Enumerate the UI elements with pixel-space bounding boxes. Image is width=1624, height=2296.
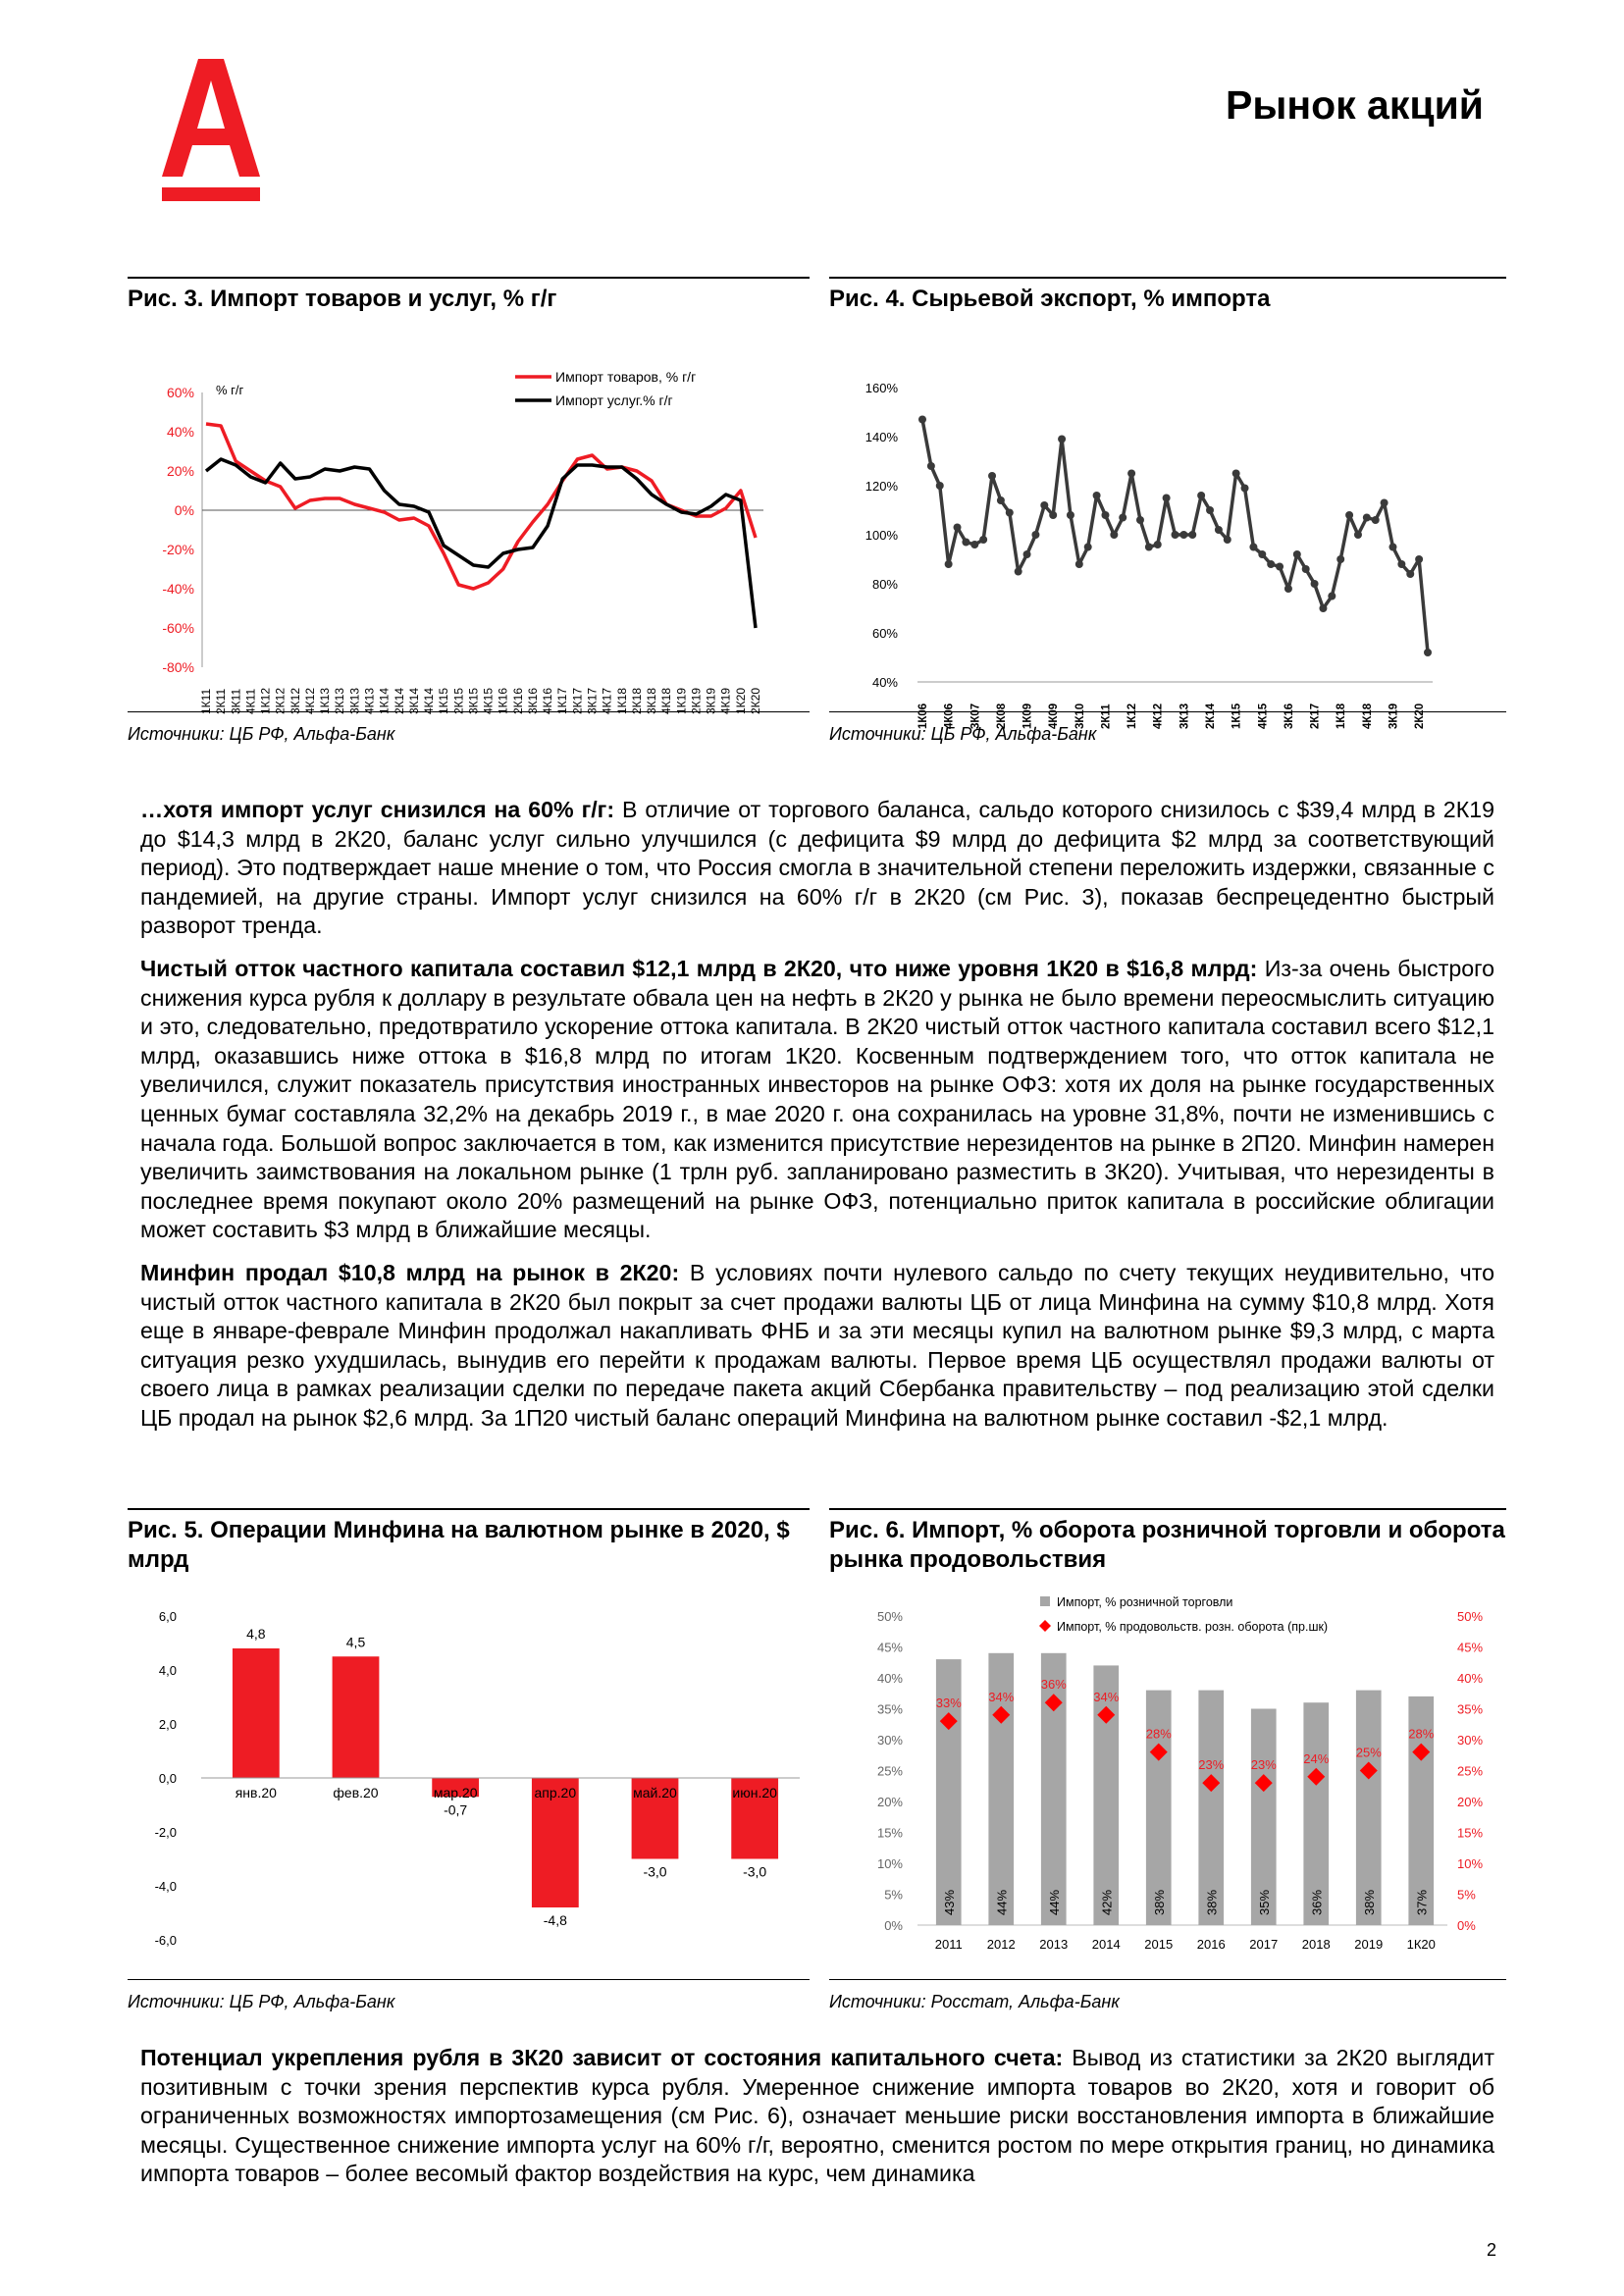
y-tick-label: -40% <box>162 581 194 597</box>
x-tick-label: 3К16 <box>525 687 540 714</box>
data-point <box>1101 511 1109 519</box>
data-point <box>1127 470 1135 478</box>
x-tick-label: 1К20 <box>733 687 748 714</box>
data-point <box>918 416 926 424</box>
data-point <box>954 524 962 532</box>
x-tick-label: 1К12 <box>258 687 273 714</box>
data-point <box>1258 550 1266 558</box>
y-tick-label-left: 35% <box>876 1701 903 1717</box>
y-tick-label: 40% <box>166 424 194 440</box>
x-tick-label: 2К14 <box>392 687 406 714</box>
x-tick-label: 2017 <box>1249 1937 1279 1952</box>
y-tick-label: 100% <box>864 528 898 543</box>
y-tick-label-left: 10% <box>876 1856 903 1871</box>
x-tick-label: 1К16 <box>496 687 510 714</box>
x-tick-label: 2К14 <box>1205 703 1218 729</box>
data-point <box>1058 436 1066 444</box>
data-point <box>1276 563 1283 571</box>
x-tick-label: 1К15 <box>1231 703 1243 729</box>
figure-6 <box>829 1508 1506 2012</box>
x-tick-label: 1К13 <box>318 687 333 714</box>
x-tick-label: 2012 <box>986 1937 1016 1952</box>
data-label: -3,0 <box>643 1863 667 1880</box>
y-tick-label: 80% <box>871 577 898 592</box>
data-point <box>1031 531 1039 539</box>
x-tick-label: 2К19 <box>689 687 704 714</box>
legend-label-bars: Импорт, % розничной торговли <box>1057 1595 1233 1609</box>
paragraph-ruble-outlook <box>140 2044 1494 2189</box>
data-point <box>1345 511 1353 519</box>
x-tick-label: 1К06 <box>917 703 929 729</box>
data-point <box>1119 514 1126 522</box>
x-tick-label: 4К12 <box>302 687 317 714</box>
x-tick-label: 2016 <box>1196 1937 1226 1952</box>
x-tick-label: 3К13 <box>1179 703 1191 729</box>
x-tick-label: май.20 <box>633 1785 677 1800</box>
bar-data-label: 43% <box>941 1889 957 1915</box>
figure-5-title: Рис. 5. Операции Минфина на валютном рынке в 2020, $ млрд <box>128 1508 810 1577</box>
data-point <box>988 472 996 480</box>
x-tick-label: 2К13 <box>333 687 347 714</box>
data-label: -3,0 <box>743 1863 767 1880</box>
bar-data-label: 38% <box>1151 1889 1167 1915</box>
x-tick-label: 3К15 <box>466 687 481 714</box>
figure-6-title: Рис. 6. Импорт, % оборота розничной торговли и оборота рынка продовольствия <box>829 1508 1506 1577</box>
y-tick-label-left: 40% <box>876 1671 903 1686</box>
paragraph-body: Из-за очень быстрого снижения курса рубля к доллару в результате обвала цен на нефть в 2К20 у рынка не было времени переосмыслить ситуацию и это, следовательно, предотвратило ускорение оттока капитала. В 2К20 чистый отток частного капитала составил всего $12,1 млрд, оказавшись ниже оттока в $16,8 млрд по итогам 1К20. Косвенным подтверждением того, что отток капитала не увеличился, служит показатель присутствия иностранных инвесторов на рынке ОФЗ: хотя их доля на рынке государственных ценных бумаг составляла 32,2% на декабрь 2019 г., в мае 2020 г. она сохранилась на уровне 31,8%, почти не изменившись с начала года. Большой вопрос заключается в том, как изменится присутствие нерезидентов на рынке в 2П20. Минфин намерен увеличить заимствования на локальном рынке (1 трлн руб. запланировано разместить в 3К20). Учитывая, что нерезиденты в последнее время покупают около 20% размещений на рынке ОФЗ, потенциально приток капитала в российские облигации может составить $3 млрд в ближайшие месяцы. <box>140 955 1494 1243</box>
y-tick-label: -4,0 <box>154 1879 177 1894</box>
x-tick-label: 1К20 <box>1406 1937 1436 1952</box>
data-point <box>997 496 1005 504</box>
x-tick-label: 4К09 <box>1048 703 1061 729</box>
data-point <box>1328 593 1336 600</box>
legend-swatch-diamonds <box>1039 1620 1051 1632</box>
y-tick-label-right: 10% <box>1457 1856 1484 1871</box>
data-point <box>1415 555 1423 563</box>
x-tick-label: 4К12 <box>1152 703 1165 729</box>
data-point <box>1249 544 1257 551</box>
data-point <box>1040 501 1048 509</box>
bar <box>333 1656 380 1778</box>
raw-export-line-chart <box>829 314 1506 729</box>
paragraph-body: В условиях почти нулевого сальдо по счету текущих неудивительно, что чистый отток частного капитала в 2К20 был покрыт за счет продажи валюты ЦБ от лица Минфина на сумму $10,8 млрд. Хотя еще в январе-феврале Минфин продолжал накапливать ФНБ и за эти месяцы купил на валютном рынке $9,3 млрд, с марта ситуация резко ухудшилась, вынудив его перейти к продажам валюты. Первое время ЦБ осуществлял продажи валюты от своего лица в рамках реализации сделки по передаче пакета акций Сбербанка правительству – под реализацию этой сделки ЦБ продал на рынок $2,6 млрд. За 1П20 чистый баланс операций Минфина на валютном рынке составил -$2,1 млрд. <box>140 1259 1495 1431</box>
data-point <box>1372 516 1380 524</box>
y-tick-label-left: 20% <box>876 1795 903 1809</box>
x-tick-label: 2К17 <box>570 687 585 714</box>
minfin-operations-bar-chart <box>128 1577 810 1979</box>
y-tick-label-right: 50% <box>1457 1609 1484 1624</box>
data-point <box>1172 531 1179 539</box>
y-tick-label-right: 40% <box>1457 1671 1484 1686</box>
diamond-data-label: 28% <box>1408 1726 1435 1742</box>
x-tick-label: мар.20 <box>433 1785 478 1800</box>
data-point <box>1354 531 1362 539</box>
y-tick-label: 6,0 <box>158 1609 177 1624</box>
x-tick-label: 4К18 <box>659 687 674 714</box>
y-tick-label-right: 25% <box>1457 1763 1484 1779</box>
data-point <box>1424 649 1432 656</box>
paragraph-services-import <box>140 796 1494 941</box>
alfa-bank-logo <box>162 59 260 201</box>
diamond-data-label: 36% <box>1040 1677 1067 1693</box>
paragraph-body: Вывод из статистики за 2К20 выглядит позитивным с точки зрения перспектив курса рубля. Умеренное снижение импорта товаров во 2К20, хотя и говорит об ограниченных возможностях импортозамещения (см Рис. 6), означает меньшие риски восстановления импорта в ближайшие месяцы. Существенное снижение импорта услуг на 60% г/г, вероятно, сменится ростом по мере открытия границ, но динамика импорта товаров – более весомый фактор воздействия на курс, чем динамика <box>140 2045 1494 2187</box>
paragraph-body: В отличие от торгового баланса, сальдо которого снизилось с $39,4 млрд в 2К19 до $14,3 млрд в 2К20, баланс услуг сильно улучшился (с дефицита $9 млрд до дефицита $2 млрд за соответствующий период). Это подтверждает наше мнение о том, что Россия смогла в значительной степени переложить издержки, связанные с пандемией, на другие страны. Импорт услуг снизился на 60% г/г в 2К20 (см Рис. 3), показав беспрецедентно быстрый разворот тренда. <box>140 797 1494 939</box>
x-tick-label: 2К20 <box>749 687 762 714</box>
x-tick-label: 2К18 <box>629 687 644 714</box>
data-point <box>1110 531 1118 539</box>
bar-data-label: 38% <box>1361 1889 1377 1915</box>
y-tick-label-right: 35% <box>1457 1701 1484 1717</box>
x-tick-label: 2018 <box>1301 1937 1331 1952</box>
data-point <box>962 539 969 547</box>
diamond-data-label: 34% <box>988 1689 1015 1704</box>
diamond-data-label: 28% <box>1145 1726 1172 1742</box>
page-number: 2 <box>1486 2240 1496 2260</box>
x-tick-label: 4К16 <box>541 687 555 714</box>
x-tick-label: 4К18 <box>1361 703 1374 729</box>
y-axis-unit: % г/г <box>216 383 244 397</box>
data-point <box>1145 544 1153 551</box>
x-tick-label: 2К11 <box>1100 704 1113 729</box>
data-point <box>1397 560 1405 568</box>
x-tick-label: 1К09 <box>1022 703 1034 729</box>
bar-data-label: 38% <box>1204 1889 1220 1915</box>
y-tick-label-right: 45% <box>1457 1640 1484 1655</box>
bar-data-label: 42% <box>1099 1889 1115 1915</box>
data-point <box>1179 531 1187 539</box>
y-tick-label: 60% <box>871 626 898 641</box>
data-point <box>1154 541 1162 548</box>
legend-label: Импорт товаров, % г/г <box>555 369 697 385</box>
x-tick-label: 2К11 <box>214 688 229 714</box>
y-tick-label: -80% <box>162 659 194 675</box>
data-point <box>1163 495 1171 502</box>
series-line-2 <box>206 459 756 628</box>
x-tick-label: 2011 <box>934 1937 963 1952</box>
y-tick-label-right: 30% <box>1457 1733 1484 1748</box>
x-tick-label: 3К18 <box>645 687 659 714</box>
y-tick-label-right: 20% <box>1457 1795 1484 1809</box>
y-tick-label: 2,0 <box>158 1717 177 1732</box>
y-tick-label: 0,0 <box>158 1771 177 1786</box>
data-point <box>1067 511 1074 519</box>
diamond-data-label: 23% <box>1198 1757 1225 1773</box>
y-tick-label-left: 30% <box>876 1733 903 1748</box>
paragraph-capital-outflow <box>140 955 1494 1245</box>
data-point <box>1293 550 1301 558</box>
diamond-data-label: 33% <box>935 1696 962 1711</box>
y-tick-label: 140% <box>864 430 898 444</box>
bar-data-label: 44% <box>1046 1889 1062 1915</box>
x-tick-label: 1К14 <box>377 687 392 714</box>
x-tick-label: 2К16 <box>510 687 525 714</box>
data-point <box>1206 506 1214 514</box>
x-tick-label: 1К12 <box>1126 703 1139 729</box>
y-tick-label: 60% <box>166 385 194 400</box>
legend-label: Импорт услуг.% г/г <box>555 392 673 408</box>
diamond-data-label: 34% <box>1093 1689 1120 1704</box>
figure-4 <box>829 277 1506 745</box>
x-tick-label: 1К19 <box>674 687 689 714</box>
bar <box>1093 1665 1119 1925</box>
x-tick-label: 3К16 <box>1283 703 1295 729</box>
x-tick-label: 1К18 <box>614 687 629 714</box>
data-point <box>927 462 935 470</box>
logo-underline-icon <box>162 187 260 201</box>
data-label: -0,7 <box>444 1801 468 1818</box>
data-point <box>1049 511 1057 519</box>
data-point <box>1136 516 1144 524</box>
y-tick-label: -20% <box>162 542 194 557</box>
y-tick-label: -60% <box>162 620 194 636</box>
y-tick-label: 120% <box>864 479 898 494</box>
data-label: 4,8 <box>246 1626 266 1642</box>
x-tick-label: 2К12 <box>273 687 288 714</box>
data-point <box>1241 485 1249 493</box>
x-tick-label: 1К11 <box>199 688 213 714</box>
x-tick-label: 3К13 <box>347 687 362 714</box>
x-tick-label: 4К06 <box>943 703 956 729</box>
x-tick-label: 4К15 <box>1257 703 1270 729</box>
y-tick-label: -2,0 <box>154 1825 177 1840</box>
figure-3 <box>128 277 810 745</box>
data-point <box>945 560 953 568</box>
x-tick-label: фев.20 <box>333 1785 379 1800</box>
data-point <box>1215 526 1223 534</box>
data-point <box>1336 555 1344 563</box>
figure-4-source: Источники: ЦБ РФ, Альфа-Банк <box>829 724 1097 744</box>
data-point <box>1093 492 1101 499</box>
text-block-1 <box>140 796 1494 1433</box>
y-tick-label: 160% <box>864 381 898 395</box>
y-tick-label-left: 25% <box>876 1763 903 1779</box>
legend-swatch-bars <box>1040 1596 1050 1606</box>
data-point <box>1406 570 1414 578</box>
data-point <box>1188 531 1196 539</box>
x-tick-label: 2019 <box>1354 1937 1384 1952</box>
x-tick-label: янв.20 <box>235 1785 277 1800</box>
y-tick-label: 0% <box>174 502 194 518</box>
paragraph-minfin-sales <box>140 1259 1494 1434</box>
data-point <box>1015 568 1022 576</box>
legend-label-diamonds: Импорт, % продовольств. розн. оборота (пр.шк) <box>1057 1620 1329 1634</box>
x-tick-label: 3К11 <box>229 688 243 714</box>
x-tick-label: 3К14 <box>406 687 421 714</box>
figure-3-source: Источники: ЦБ РФ, Альфа-Банк <box>128 724 395 744</box>
x-tick-label: апр.20 <box>534 1785 577 1800</box>
diamond-data-label: 23% <box>1250 1757 1277 1773</box>
x-tick-label: июн.20 <box>732 1785 777 1800</box>
data-point <box>1084 544 1092 551</box>
data-point <box>1075 560 1083 568</box>
y-tick-label: 40% <box>871 675 898 690</box>
x-tick-label: 3К17 <box>585 687 600 714</box>
data-label: -4,8 <box>543 1912 567 1928</box>
x-tick-label: 4К13 <box>362 687 377 714</box>
y-tick-label: 20% <box>166 463 194 479</box>
data-point <box>970 541 978 548</box>
figure-6-source: Источники: Росстат, Альфа-Банк <box>829 1992 1120 2011</box>
x-tick-label: 2К20 <box>1414 703 1427 729</box>
y-tick-label-right: 15% <box>1457 1825 1484 1841</box>
figure-5-source: Источники: ЦБ РФ, Альфа-Банк <box>128 1992 395 2011</box>
x-tick-label: 3К19 <box>1388 703 1400 729</box>
bar-data-label: 37% <box>1414 1889 1430 1915</box>
x-tick-label: 4К14 <box>422 687 437 714</box>
y-tick-label: -6,0 <box>154 1933 177 1948</box>
x-tick-label: 2015 <box>1144 1937 1174 1952</box>
data-point <box>1023 550 1031 558</box>
document-title: Рынок акций <box>1225 82 1484 128</box>
x-tick-label: 3К10 <box>1074 703 1086 729</box>
bar-data-label: 44% <box>994 1889 1010 1915</box>
y-tick-label-left: 45% <box>876 1640 903 1655</box>
y-tick-label-left: 5% <box>884 1887 903 1903</box>
data-point <box>1388 544 1396 551</box>
x-tick-label: 3К07 <box>969 703 982 729</box>
data-point <box>1284 585 1292 593</box>
data-point <box>1302 565 1310 573</box>
x-tick-label: 2К17 <box>1309 703 1322 729</box>
data-point <box>979 536 987 544</box>
x-tick-label: 4К15 <box>481 687 496 714</box>
figure-5 <box>128 1508 810 2012</box>
y-tick-label: 4,0 <box>158 1663 177 1678</box>
x-tick-label: 4К19 <box>718 687 733 714</box>
data-point <box>1363 514 1371 522</box>
x-tick-label: 2014 <box>1091 1937 1121 1952</box>
x-tick-label: 2К08 <box>995 703 1008 729</box>
data-point <box>1232 470 1240 478</box>
x-tick-label: 1К18 <box>1336 703 1348 729</box>
data-point <box>1224 536 1231 544</box>
y-tick-label-right: 0% <box>1457 1918 1476 1933</box>
data-point <box>1006 509 1014 517</box>
paragraph-lead: Потенциал укрепления рубля в 3К20 зависит от состояния капитального счета: <box>140 2045 1064 2070</box>
data-point <box>936 482 944 490</box>
data-point <box>1319 604 1327 612</box>
x-tick-label: 1К15 <box>437 687 451 714</box>
bar-data-label: 36% <box>1309 1889 1325 1915</box>
x-tick-label: 4К11 <box>243 688 258 714</box>
diamond-data-label: 25% <box>1355 1745 1382 1760</box>
x-tick-label: 3К12 <box>288 687 302 714</box>
figure-3-title: Рис. 3. Импорт товаров и услуг, % г/г <box>128 277 810 314</box>
x-tick-label: 3К19 <box>704 687 718 714</box>
y-tick-label-left: 50% <box>876 1609 903 1624</box>
figure-4-title: Рис. 4. Сырьевой экспорт, % импорта <box>829 277 1506 314</box>
data-point <box>1311 580 1319 588</box>
x-tick-label: 1К17 <box>555 687 570 714</box>
paragraph-lead: …хотя импорт услуг снизился на 60% г/г: <box>140 797 615 822</box>
y-tick-label-left: 0% <box>884 1918 903 1933</box>
bar <box>233 1648 280 1778</box>
x-tick-label: 2013 <box>1039 1937 1069 1952</box>
import-share-retail-chart <box>829 1577 1506 1979</box>
data-label: 4,5 <box>345 1634 366 1650</box>
paragraph-lead: Минфин продал $10,8 млрд на рынок в 2К20: <box>140 1259 680 1285</box>
text-block-2 <box>140 2044 1494 2189</box>
data-point <box>1197 492 1205 499</box>
y-tick-label-left: 15% <box>876 1825 903 1841</box>
data-point <box>1381 499 1388 507</box>
y-tick-label-right: 5% <box>1457 1887 1476 1903</box>
x-tick-label: 2К15 <box>451 687 466 714</box>
data-point <box>1267 560 1275 568</box>
import-yoy-line-chart <box>128 314 810 714</box>
bar-data-label: 35% <box>1256 1889 1272 1915</box>
logo-letter-a-icon <box>162 59 260 177</box>
diamond-data-label: 24% <box>1303 1750 1330 1766</box>
x-tick-label: 4К17 <box>600 687 614 714</box>
paragraph-lead: Чистый отток частного капитала составил $12,1 млрд в 2К20, что ниже уровня 1К20 в $16,8 млрд: <box>140 955 1258 981</box>
